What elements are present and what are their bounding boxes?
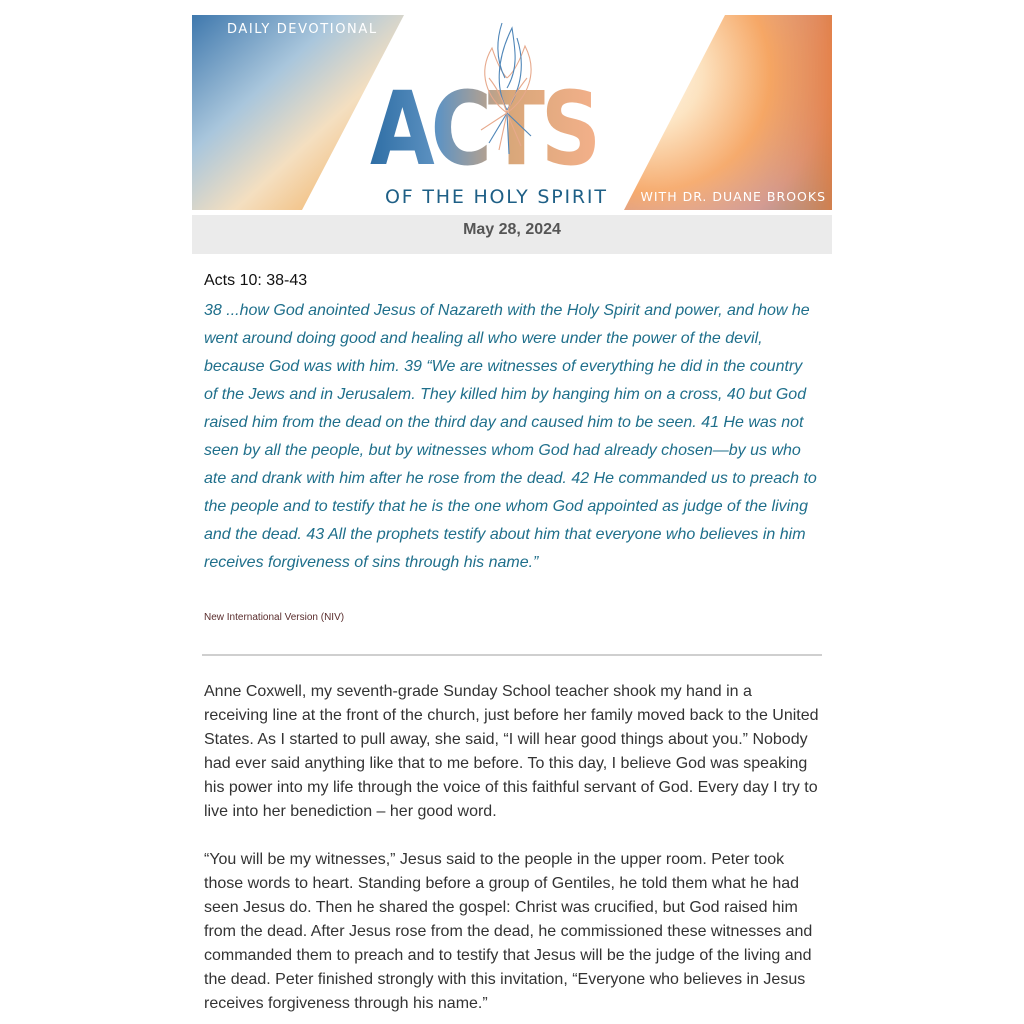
divider (202, 654, 822, 656)
daily-devotional-label: DAILY DEVOTIONAL (227, 22, 378, 37)
scripture-text: 38 ...how God anointed Jesus of Nazareth with the Holy Spirit and power, and how he went around doing good and healing all who were under the power of the devil, because God was with him. 39 “We are witnesses of everything he did in the country of the Jews and in Jerusalem. They killed him by hanging him on a cross, 40 but God raised him from the dead on the third day and caused him to be seen. 41 He was not seen by all the people, but by witnesses whom God had already chosen—by us who ate and drank with him after he rose from the dead. 42 He commanded us to preach to the people and to testify that he is the one whom God appointed as judge of the living and the dead. 43 All the prophets testify about him that everyone who believes in him receives forgiveness of sins through his name.” (204, 302, 817, 571)
bible-version: New International Version (NIV) (204, 612, 345, 623)
devotional-content (192, 271, 832, 1016)
scripture-reference: Acts 10: 38-43 (204, 272, 308, 289)
acts-title: ACTS (370, 70, 598, 189)
holy-spirit-dove-icon (467, 18, 547, 158)
body-paragraph: “You will be my witnesses,” Jesus said to the people in the upper room. Peter took those words to heart. Standing before a group of Gentiles, he told them what he had seen Jesus do. Then he shared the gospel: Christ was crucified, but God raised him from the dead. After Jesus rose from the dead, he commissioned these witnesses and commanded them to preach and to testify that Jesus will be the judge of the living and the dead. Peter finished strongly with this invitation, “Everyone who believes in Jesus receives forgiveness through his name.” (204, 851, 813, 1012)
date-bar: May 28, 2024 (192, 215, 832, 254)
banner-subtitle: OF THE HOLY SPIRIT (385, 186, 608, 208)
email-body (192, 15, 832, 1016)
body-paragraph: Anne Coxwell, my seventh-grade Sunday School teacher shook my hand in a receiving line at the front of the church, just before her family moved back to the United States. As I started to pull away, she said, “I will hear good things about you.” Nobody had ever said anything like that to me before. To this day, I believe God was speaking his power into my life through the voice of this faithful servant of God. Every day I try to live into her benediction – her good word. (204, 683, 819, 820)
author-byline: WITH DR. DUANE BROOKS (640, 189, 826, 204)
header-banner (192, 15, 832, 210)
